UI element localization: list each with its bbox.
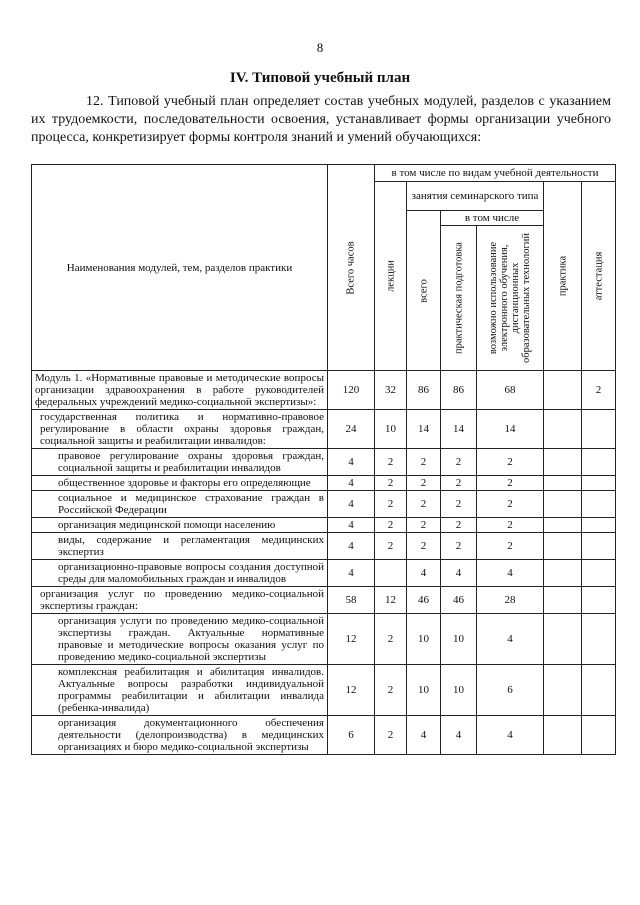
row-name: виды, содержание и регламентация медицинских экспертиз (32, 533, 328, 560)
cell-elearning: 4 (477, 560, 544, 587)
row-name: правовое регулирование охраны здоровья граждан, социальной защиты и реабилитации инвалидов (32, 449, 328, 476)
cell-attestation (582, 665, 616, 716)
cell-practice (544, 371, 582, 410)
cell-lectures: 2 (375, 716, 407, 755)
cell-seminar: 2 (407, 491, 441, 518)
cell-attestation (582, 560, 616, 587)
cell-seminar: 46 (407, 587, 441, 614)
cell-elearning: 28 (477, 587, 544, 614)
cell-seminar: 2 (407, 476, 441, 491)
table-row (32, 518, 616, 533)
cell-total: 4 (328, 491, 375, 518)
cell-lectures: 2 (375, 665, 407, 716)
cell-seminar: 2 (407, 533, 441, 560)
page-number: 8 (316, 40, 324, 55)
cell-total: 120 (328, 371, 375, 410)
cell-lectures: 2 (375, 533, 407, 560)
cell-attestation: 2 (582, 371, 616, 410)
cell-practice (544, 449, 582, 476)
cell-total: 4 (328, 560, 375, 587)
cell-total: 58 (328, 587, 375, 614)
cell-elearning: 2 (477, 476, 544, 491)
cell-attestation (582, 449, 616, 476)
row-name: общественное здоровье и факторы его определяющие (32, 476, 328, 491)
cell-elearning: 2 (477, 449, 544, 476)
cell-attestation (582, 476, 616, 491)
cell-practical: 10 (441, 614, 477, 665)
cell-practical: 2 (441, 476, 477, 491)
header-activity-group: в том числе по видам учебной деятельности (375, 165, 616, 182)
curriculum-table (31, 164, 616, 755)
cell-elearning: 14 (477, 410, 544, 449)
row-name: комплексная реабилитация и абилитация инвалидов. Актуальные вопросы разработки индивидуальной программы реабилитации и абилитации инвалида (ребенка-инвалида) (32, 665, 328, 716)
cell-practice (544, 560, 582, 587)
header-total-hours: Всего часов (328, 165, 375, 371)
intro-paragraph: 12. Типовой учебный план определяет состав учебных модулей, разделов с указанием их трудоемкости, последовательности освоения, устанавливает формы организации учебного процесса, конкретизирует формы контроля знаний и умений обучающихся: (31, 94, 611, 145)
table-row (32, 716, 616, 755)
cell-lectures: 2 (375, 491, 407, 518)
row-name: организационно-правовые вопросы создания доступной среды для маломобильных граждан и инвалидов (32, 560, 328, 587)
cell-attestation (582, 410, 616, 449)
cell-elearning: 6 (477, 665, 544, 716)
cell-practical: 4 (441, 716, 477, 755)
cell-total: 12 (328, 665, 375, 716)
cell-lectures: 2 (375, 449, 407, 476)
cell-practice (544, 410, 582, 449)
section-heading: IV. Типовой учебный план (229, 70, 411, 86)
cell-elearning: 2 (477, 491, 544, 518)
cell-lectures: 10 (375, 410, 407, 449)
cell-elearning: 2 (477, 533, 544, 560)
header-practical: практическая подготовка (441, 226, 477, 371)
header-attestation: аттестация (582, 182, 616, 371)
cell-elearning: 4 (477, 716, 544, 755)
table-row (32, 533, 616, 560)
row-name: организация документационного обеспечения деятельности (делопроизводства) в медицинских организациях и бюро медико-социальной экспертизы (32, 716, 328, 755)
table-row (32, 371, 616, 410)
cell-total: 4 (328, 533, 375, 560)
cell-attestation (582, 518, 616, 533)
header-practice: практика (544, 182, 582, 371)
cell-attestation (582, 716, 616, 755)
cell-seminar: 2 (407, 518, 441, 533)
cell-seminar: 10 (407, 614, 441, 665)
cell-lectures: 2 (375, 518, 407, 533)
row-name: организация услуг по проведению медико-социальной экспертизы граждан: (32, 587, 328, 614)
cell-practice (544, 614, 582, 665)
cell-seminar: 4 (407, 560, 441, 587)
table-row (32, 665, 616, 716)
header-lectures: лекции (375, 182, 407, 371)
cell-lectures (375, 560, 407, 587)
cell-total: 4 (328, 518, 375, 533)
cell-elearning: 4 (477, 614, 544, 665)
cell-practice (544, 716, 582, 755)
cell-total: 6 (328, 716, 375, 755)
cell-seminar: 86 (407, 371, 441, 410)
row-name: организация услуги по проведению медико-социальной экспертизы граждан. Актуальные нормативные правовые и методические вопросы оказания услуг по проведению медико-социальной экспертизы (32, 614, 328, 665)
table-row (32, 449, 616, 476)
cell-practical: 4 (441, 560, 477, 587)
cell-lectures: 32 (375, 371, 407, 410)
cell-total: 4 (328, 449, 375, 476)
cell-elearning: 68 (477, 371, 544, 410)
cell-practical: 14 (441, 410, 477, 449)
cell-practical: 86 (441, 371, 477, 410)
cell-elearning: 2 (477, 518, 544, 533)
cell-lectures: 2 (375, 614, 407, 665)
table-row (32, 587, 616, 614)
table-row (32, 560, 616, 587)
cell-total: 4 (328, 476, 375, 491)
cell-practice (544, 518, 582, 533)
cell-practical: 2 (441, 533, 477, 560)
cell-practical: 46 (441, 587, 477, 614)
cell-practical: 2 (441, 449, 477, 476)
table-row (32, 614, 616, 665)
cell-lectures: 12 (375, 587, 407, 614)
cell-attestation (582, 614, 616, 665)
cell-lectures: 2 (375, 476, 407, 491)
cell-practical: 2 (441, 491, 477, 518)
row-name: Модуль 1. «Нормативные правовые и методические вопросы организации здравоохранения в работе руководителей федеральных учреждений медико-социальной экспертизы»: (32, 371, 328, 410)
row-name: государственная политика и нормативно-правовое регулирование в области охраны здоровья граждан, социальной защиты и реабилитации инвалидов: (32, 410, 328, 449)
cell-practice (544, 476, 582, 491)
header-seminar-group: занятия семинарского типа (407, 182, 544, 211)
cell-practice (544, 491, 582, 518)
cell-total: 24 (328, 410, 375, 449)
cell-practice (544, 665, 582, 716)
cell-total: 12 (328, 614, 375, 665)
row-name: организация медицинской помощи населению (32, 518, 328, 533)
cell-attestation (582, 491, 616, 518)
header-name: Наименования модулей, тем, разделов практики (32, 165, 328, 371)
cell-practice (544, 533, 582, 560)
header-incl-group: в том числе (441, 211, 544, 226)
table-row (32, 491, 616, 518)
cell-practical: 2 (441, 518, 477, 533)
header-elearning: возможно использование электронного обучения, дистанционных образовательных технологий (477, 226, 544, 371)
cell-seminar: 10 (407, 665, 441, 716)
table-row (32, 476, 616, 491)
table-row (32, 410, 616, 449)
cell-seminar: 2 (407, 449, 441, 476)
cell-seminar: 4 (407, 716, 441, 755)
cell-practice (544, 587, 582, 614)
row-name: социальное и медицинское страхование граждан в Российской Федерации (32, 491, 328, 518)
header-seminar-total: всего (407, 211, 441, 371)
cell-seminar: 14 (407, 410, 441, 449)
cell-attestation (582, 533, 616, 560)
cell-attestation (582, 587, 616, 614)
cell-practical: 10 (441, 665, 477, 716)
